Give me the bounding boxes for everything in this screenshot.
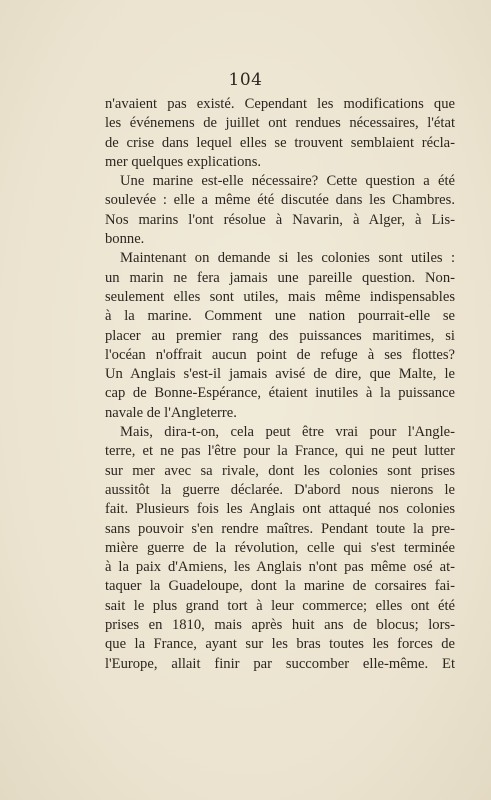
- text-line: cap de Bonne-Espérance, étaient inutiles à la puissance: [105, 385, 455, 402]
- text-line: bonne.: [105, 231, 145, 248]
- page-number: 104: [228, 70, 263, 90]
- text-line: Maintenant on demande si les colonies sont utiles :: [120, 250, 455, 267]
- text-line: sur mer avec sa rivale, dont les colonies sont prises: [105, 462, 455, 479]
- text-line: fait. Plusieurs fois les Anglais ont attaqué nos colonies: [105, 501, 455, 518]
- text-line: à la marine. Comment une nation pourrait-elle se: [105, 308, 455, 325]
- text-line: prises en 1810, mais après huit ans de blocus; lors-: [105, 617, 455, 634]
- paragraph: [105, 423, 455, 674]
- text-line: navale de l'Angleterre.: [105, 404, 237, 421]
- text-line: soulevée : elle a même été discutée dans les Chambres.: [105, 192, 455, 209]
- text-line: les événemens de juillet ont rendues nécessaires, l'état: [105, 115, 455, 132]
- paragraph: [105, 249, 455, 423]
- text-line: n'avaient pas existé. Cependant les modifications que: [105, 96, 455, 112]
- text-line: un marin ne fera jamais une pareille question. Non-: [105, 269, 455, 286]
- text-line: placer au premier rang des puissances maritimes, si: [105, 327, 455, 344]
- text-line: mière guerre de la révolution, celle qui s'est terminée: [105, 539, 455, 556]
- text-line: que la France, ayant sur les bras toutes les forces de: [105, 636, 455, 653]
- text-line: sans pouvoir s'en rendre maîtres. Pendant toute la pre-: [105, 520, 455, 537]
- text-line: taquer la Guadeloupe, dont la marine de corsaires fai-: [105, 578, 455, 595]
- text-line: à la paix d'Amiens, les Anglais n'ont pas même osé at-: [105, 559, 455, 576]
- text-line: mer quelques explications.: [105, 153, 262, 170]
- text-line: l'océan n'offrait aucun point de refuge à ses flottes?: [105, 346, 455, 363]
- text-line: Nos marins l'ont résolue à Navarin, à Alger, à Lis-: [105, 211, 455, 228]
- text-line: Mais, dira-t-on, cela peut être vrai pour l'Angle-: [120, 424, 455, 441]
- text-line: Une marine est-elle nécessaire? Cette question a été: [120, 173, 455, 190]
- text-line: sait le plus grand tort à leur commerce; elles ont été: [105, 597, 455, 614]
- text-line: aussitôt la guerre déclarée. D'abord nous nierons le: [105, 481, 455, 498]
- text-line: terre, et ne pas l'être pour la France, qui ne peut lutter: [105, 443, 455, 460]
- text-line: de crise dans lequel elles se trouvent semblaient récla-: [105, 134, 455, 151]
- paragraph: [105, 172, 455, 249]
- text-line: seulement elles sont utiles, mais même indispensables: [105, 288, 455, 305]
- text-line: l'Europe, allait finir par succomber elle-même. Et: [105, 655, 455, 672]
- paragraph: [105, 95, 455, 172]
- body-text: [105, 95, 455, 674]
- text-line: Un Anglais s'est-il jamais avisé de dire, que Malte, le: [105, 366, 455, 383]
